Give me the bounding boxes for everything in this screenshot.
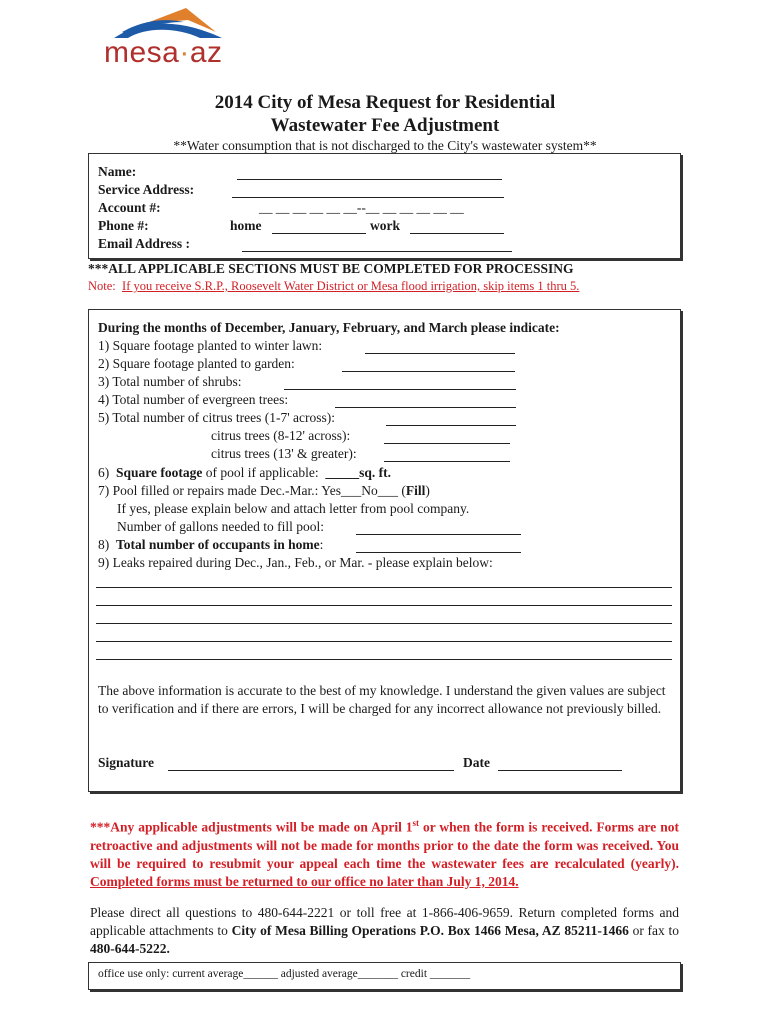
item-occupants (98, 537, 323, 553)
item-7-text: 7) Pool filled or repairs made Dec.-Mar.: Yes___No___ ( (98, 483, 406, 498)
fax-number: 480-644-5222. (90, 941, 170, 956)
leaks-explain-line-2[interactable] (96, 605, 672, 606)
name-label: Name: (98, 164, 137, 179)
item-8-colon: : (319, 537, 324, 552)
item-leaks: 9) Leaks repaired during Dec., Jan., Feb., or Mar. - please explain below: (98, 555, 493, 570)
pool-footage-field[interactable]: _____sq. ft. (325, 465, 391, 480)
page-subtitle: **Water consumption that is not discharged to the City's wastewater system** (173, 138, 597, 153)
contact-text-2: or fax to (632, 923, 680, 938)
pool-explain-text: If yes, please explain below and attach letter from pool company. (117, 501, 470, 516)
item-evergreen-trees: 4) Total number of evergreen trees: (98, 392, 289, 407)
leaks-explain-line-1[interactable] (96, 587, 672, 588)
page-title-line1: 2014 City of Mesa Request for Residential (214, 92, 556, 113)
item-6-text: of pool if applicable: (205, 465, 319, 480)
item-pool-filled (98, 483, 430, 499)
occupants-field[interactable] (356, 552, 521, 553)
date-label: Date (463, 755, 490, 770)
item-shrubs: 3) Total number of shrubs: (98, 374, 242, 389)
winter-lawn-field[interactable] (365, 353, 515, 354)
account-label: Account #: (98, 200, 161, 215)
service-address-field[interactable] (232, 197, 504, 198)
item-pool-footage (98, 465, 391, 481)
date-field[interactable] (498, 770, 622, 771)
note-text: If you receive S.R.P., Roosevelt Water District or Mesa flood irrigation, skip items 1 thru 5. (122, 279, 580, 293)
citrus-small-field[interactable] (386, 425, 516, 426)
citrus-large-field[interactable] (384, 461, 510, 462)
item-6-number: 6) (98, 465, 110, 480)
pool-gallons-field[interactable] (356, 534, 521, 535)
logo-dot: · (179, 36, 190, 69)
adjust-sup: st (412, 818, 420, 828)
signature-field[interactable] (168, 770, 454, 771)
months-heading: During the months of December, January, February, and March please indicate: (98, 320, 560, 335)
phone-label: Phone #: (98, 218, 149, 233)
garden-field[interactable] (342, 371, 515, 372)
item-winter-lawn: 1) Square footage planted to winter lawn: (98, 338, 323, 353)
name-field[interactable] (237, 179, 502, 180)
leaks-explain-line-5[interactable] (96, 659, 672, 660)
evergreen-trees-field[interactable] (335, 407, 516, 408)
adjust-text-1: ***Any applicable adjustments will be made on April 1 (90, 819, 413, 835)
item-8-bold: Total number of occupants in home (116, 537, 320, 552)
office-use-text: office use only: current average______ adjusted average_______ credit _______ (98, 968, 471, 980)
item-8-number: 8) (98, 537, 110, 552)
adjustment-notice (90, 814, 679, 891)
pool-gallons-label: Number of gallons needed to fill pool: (117, 519, 324, 534)
certification-statement: The above information is accurate to the best of my knowledge. I understand the given values are subject to verification and if there are errors, I will be charged for any incorrect allowance not previously billed. (98, 683, 666, 716)
city-logo-icon (104, 6, 228, 40)
adjust-text-2: or when the form is received. Forms are not retroactive and adjustments will not be made for months prior to the date the form was received. You will be required to resubmit your appeal each time the wastewater fees are recalculated (yearly). (90, 819, 679, 871)
leaks-explain-line-4[interactable] (96, 641, 672, 642)
return-deadline: Completed forms must be returned to our office no later than July 1, 2014. (90, 873, 519, 889)
item-citrus-medium: citrus trees (8-12' across): (211, 428, 351, 443)
email-label: Email Address : (98, 236, 191, 251)
item-citrus-large: citrus trees (13' & greater): (211, 446, 357, 461)
contact-text-1: Please direct all questions to 480-644-2221 or toll free at 1-866-406-9659. Return completed forms and applicable attachments to (90, 905, 679, 938)
item-citrus-small: 5) Total number of citrus trees (1-7' across): (98, 410, 336, 425)
item-garden: 2) Square footage planted to garden: (98, 356, 295, 371)
shrubs-field[interactable] (284, 389, 516, 390)
home-phone-field[interactable] (272, 233, 366, 234)
item-7-fill: Fill (405, 483, 426, 498)
irrigation-note (88, 279, 579, 294)
signature-label: Signature (98, 755, 155, 770)
note-prefix: Note: (88, 279, 116, 293)
mailing-address: City of Mesa Billing Operations P.O. Box 1466 Mesa, AZ 85211-1466 (231, 923, 629, 938)
questions-contact-info (90, 904, 679, 958)
page-title-line2: Wastewater Fee Adjustment (270, 115, 500, 136)
work-label: work (370, 218, 400, 233)
citrus-medium-field[interactable] (384, 443, 510, 444)
logo-text-az: az (189, 36, 223, 69)
account-field[interactable]: __ __ __ __ __ __--__ __ __ __ __ __ (259, 200, 464, 215)
item-6-bold: Square footage (116, 465, 203, 480)
email-field[interactable] (242, 251, 512, 252)
all-sections-notice: ***ALL APPLICABLE SECTIONS MUST BE COMPLETED FOR PROCESSING (88, 261, 574, 276)
home-label: home (230, 218, 262, 233)
logo-wordmark (104, 36, 223, 70)
logo-text-mesa: mesa (104, 36, 180, 69)
item-7-close: ) (425, 483, 430, 498)
service-address-label: Service Address: (98, 182, 195, 197)
work-phone-field[interactable] (410, 233, 504, 234)
leaks-explain-line-3[interactable] (96, 623, 672, 624)
